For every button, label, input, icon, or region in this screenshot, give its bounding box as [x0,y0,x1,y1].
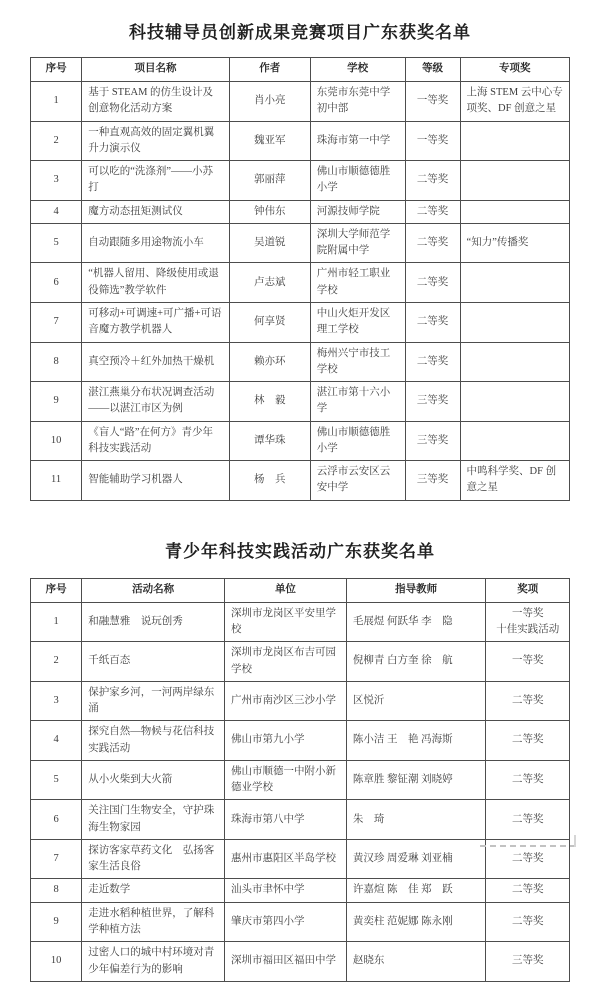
column-header: 指导教师 [346,578,486,602]
table-row [31,721,570,761]
column-header: 专项奖 [460,58,569,82]
column-header: 活动名称 [82,578,225,602]
table-cell: 探究自然—物候与花信科技实践活动 [82,721,225,761]
table-cell: 6 [31,263,82,303]
table-cell: 深圳市龙岗区布吉可园学校 [225,642,347,682]
table-cell: 二等奖 [405,200,460,223]
column-header: 单位 [225,578,347,602]
table-cell: 深圳市龙岗区平安里学校 [225,602,347,642]
table-cell: 河源技师学院 [310,200,405,223]
table-cell: 湛江市第十六小学 [310,382,405,422]
table-cell: 湛江燕巢分布状况调查活动——以湛江市区为例 [82,382,230,422]
table-cell: 二等奖 [486,800,570,840]
table-row [31,200,570,223]
table-cell: 探访客家草药文化 弘扬客家生活良俗 [82,839,225,879]
table-cell: 11 [31,461,82,501]
table-cell: 赵晓东 [346,942,486,982]
table-cell: 二等奖 [405,223,460,263]
table-cell: 中鸣科学奖、DF 创意之星 [460,461,569,501]
table-cell: 一等奖 [405,121,460,161]
table-cell: 三等奖 [486,942,570,982]
table-cell: 二等奖 [405,303,460,343]
table-row [31,642,570,682]
table-cell: 朱 琦 [346,800,486,840]
table-cell: 卢志斌 [229,263,310,303]
table-cell [460,161,569,201]
table-cell: 广州市轻工职业学校 [310,263,405,303]
table-row [31,681,570,721]
table-row [31,879,570,902]
table-cell: 可以吃的“洗涤剂”——小苏打 [82,161,230,201]
table-cell: 6 [31,800,82,840]
table-cell: 黄奕柱 范妮娜 陈永刚 [346,902,486,942]
column-header: 奖项 [486,578,570,602]
table-cell: 3 [31,681,82,721]
table-cell: 真空预冷＋红外加热干燥机 [82,342,230,382]
table-cell: 肖小亮 [229,82,310,122]
table-cell: 倪柳青 白方奎 徐 航 [346,642,486,682]
table-cell [460,121,569,161]
table-cell: 佛山市顺德一中附小新德业学校 [225,760,347,800]
column-header: 作者 [229,58,310,82]
table-cell: 千纸百态 [82,642,225,682]
table-cell: 毛展煜 何跃华 李 隐 [346,602,486,642]
table-cell: 深圳大学师范学院附属中学 [310,223,405,263]
table-cell: 二等奖 [486,721,570,761]
table-cell: 陈章胜 黎钲潮 刘晓婷 [346,760,486,800]
column-header: 项目名称 [82,58,230,82]
table-cell: “机器人留用、降级使用或退役筛选”教学软件 [82,263,230,303]
table-row [31,461,570,501]
table-row [31,342,570,382]
table-cell: 二等奖 [405,161,460,201]
table-cell: 上海 STEM 云中心专项奖、DF 创意之星 [460,82,569,122]
table-cell: 一等奖 十佳实践活动 [486,602,570,642]
table-row [31,942,570,982]
table-cell [460,200,569,223]
table-row [31,82,570,122]
table-cell: 一等奖 [405,82,460,122]
table-cell: 惠州市惠阳区半岛学校 [225,839,347,879]
table-cell: 二等奖 [486,839,570,879]
table-cell: 赖亦环 [229,342,310,382]
table-cell: 1 [31,602,82,642]
table-cell: 佛山市顺德德胜小学 [310,421,405,461]
table-row [31,121,570,161]
table-cell: 谭华珠 [229,421,310,461]
table-cell: 黄汉珍 周爱琳 刘亚楠 [346,839,486,879]
table-cell: 和融慧雅 说玩创秀 [82,602,225,642]
table-cell: 3 [31,161,82,201]
table-cell [460,382,569,422]
table-cell: 一种直观高效的固定翼机翼升力演示仪 [82,121,230,161]
header-row [31,578,570,602]
table-cell: 10 [31,942,82,982]
table-cell: 二等奖 [405,342,460,382]
table-cell: 走进水稻种植世界，了解科学种植方法 [82,902,225,942]
table-cell: 9 [31,382,82,422]
table-cell: 郭丽萍 [229,161,310,201]
table2-title: 青少年科技实践活动广东获奖名单 [165,541,435,561]
table-row [31,760,570,800]
table-row [31,263,570,303]
table-cell: 区悦沂 [346,681,486,721]
table-cell: 魏亚军 [229,121,310,161]
table-cell: 肇庆市第四小学 [225,902,347,942]
table-cell [460,342,569,382]
table-cell: 二等奖 [486,681,570,721]
table-cell: 珠海市第一中学 [310,121,405,161]
table-cell: 二等奖 [486,760,570,800]
table-cell: 钟伟东 [229,200,310,223]
table-cell [460,421,569,461]
table-row [31,161,570,201]
table-cell: 4 [31,200,82,223]
table-cell: 可移动+可调速+可广播+可语音魔方教学机器人 [82,303,230,343]
table-cell [460,263,569,303]
table-cell: 魔方动态扭矩测试仪 [82,200,230,223]
table-cell: 广州市南沙区三沙小学 [225,681,347,721]
table-cell: 吴道锐 [229,223,310,263]
table-cell: 陈小洁 王 艳 冯海斯 [346,721,486,761]
table-cell [460,303,569,343]
table-cell: 东莞市东莞中学初中部 [310,82,405,122]
table-cell: 三等奖 [405,382,460,422]
table-cell: 杨 兵 [229,461,310,501]
table-cell: 许嘉煊 陈 佳 郑 跃 [346,879,486,902]
table-row [31,800,570,840]
table-cell: 保护家乡河，一河两岸绿东涌 [82,681,225,721]
table-cell: 三等奖 [405,461,460,501]
table-cell: 云浮市云安区云安中学 [310,461,405,501]
table-cell: 佛山市第九小学 [225,721,347,761]
table-cell: 7 [31,839,82,879]
table-cell: 二等奖 [405,263,460,303]
header-row [31,58,570,82]
table-cell: 过密人口的城中村环境对青少年偏差行为的影响 [82,942,225,982]
table-row [31,303,570,343]
table-cell: 中山火炬开发区理工学校 [310,303,405,343]
table-cell: 10 [31,421,82,461]
table-cell: 汕头市聿怀中学 [225,879,347,902]
table-cell: 二等奖 [486,902,570,942]
table-cell: 基于 STEAM 的仿生设计及创意物化活动方案 [82,82,230,122]
table-cell: 从小火柴到大火箭 [82,760,225,800]
table-cell: “知力”传播奖 [460,223,569,263]
table-cell: 2 [31,121,82,161]
table-cell: 2 [31,642,82,682]
table-row [31,902,570,942]
table-row [31,421,570,461]
column-header: 序号 [31,578,82,602]
table-row [31,602,570,642]
table-cell: 关注国门生物安全，守护珠海生物家园 [82,800,225,840]
table-cell: 1 [31,82,82,122]
table-cell: 二等奖 [486,879,570,902]
table-cell: 走近数学 [82,879,225,902]
table1-title: 科技辅导员创新成果竞赛项目广东获奖名单 [129,23,471,42]
table-cell: 8 [31,879,82,902]
column-header: 等级 [405,58,460,82]
table-cell: 7 [31,303,82,343]
column-header: 学校 [310,58,405,82]
table-cell: 三等奖 [405,421,460,461]
table-row [31,839,570,879]
table-cell: 深圳市福田区福田中学 [225,942,347,982]
tutor-innovation-awards-table [30,57,570,501]
table-cell: 4 [31,721,82,761]
table-cell: 5 [31,760,82,800]
table-cell: 梅州兴宁市技工学校 [310,342,405,382]
table-cell: 智能辅助学习机器人 [82,461,230,501]
table-cell: 自动跟随多用途物流小车 [82,223,230,263]
table-cell: 8 [31,342,82,382]
table-row [31,382,570,422]
table-cell: 9 [31,902,82,942]
table-cell: 林 毅 [229,382,310,422]
table-cell: 一等奖 [486,642,570,682]
table-cell: 5 [31,223,82,263]
table-cell: 佛山市顺德德胜小学 [310,161,405,201]
column-header: 序号 [31,58,82,82]
youth-practice-awards-table [30,578,570,982]
table-cell: 珠海市第八中学 [225,800,347,840]
table-cell: 何享贤 [229,303,310,343]
table-cell: 《盲人“路”在何方》青少年科技实践活动 [82,421,230,461]
table-row [31,223,570,263]
